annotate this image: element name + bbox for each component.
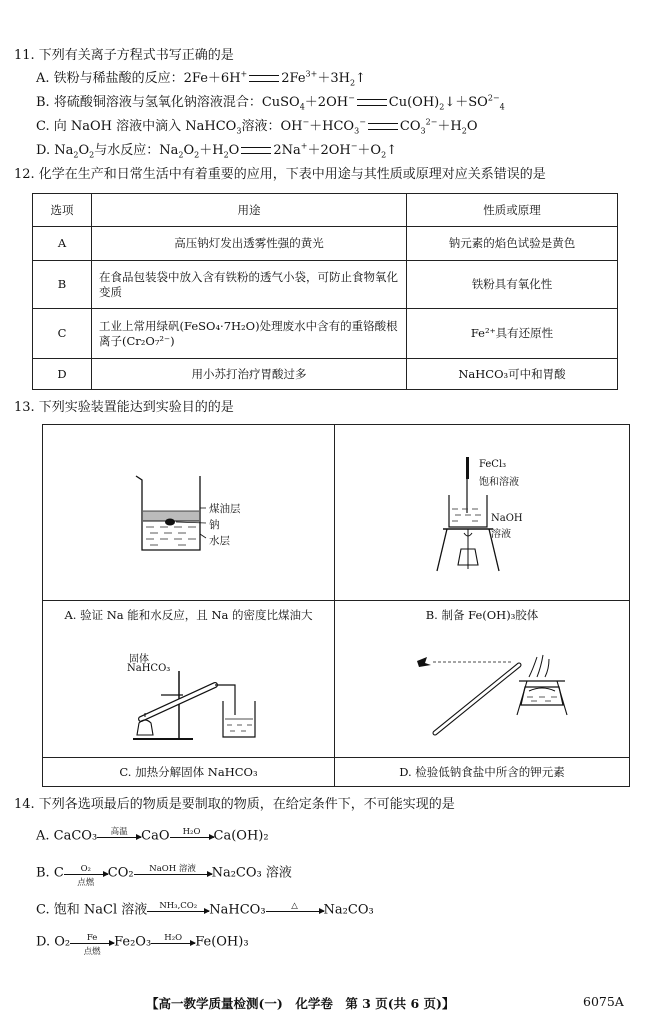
footer-code: 6075A xyxy=(583,994,624,1009)
table-header: 选项 xyxy=(33,194,92,227)
q14-option-d: D. O₂ Fe 点燃 Fe₂O₃ H₂O Fe(OH)₃ xyxy=(36,933,249,957)
table-row xyxy=(33,261,618,309)
table-cell: C xyxy=(33,309,92,359)
table-cell: 工业上常用绿矾(FeSO₄·7H₂O)处理废水中含有的重铬酸根离子(Cr₂O₇²⁻) xyxy=(92,309,407,359)
label-solid: 固体 xyxy=(129,654,149,665)
table-cell: 用小苏打治疗胃酸过多 xyxy=(92,359,407,390)
q11-option-b: B. 将硫酸铜溶液与氢氧化钠溶液混合：CuSO$_4$＋2OH− $Cu(OH)_2↓+SO^{2-}_4$ xyxy=(36,93,505,112)
q13-caption-c: C. 加热分解固体 NaHCO₃ xyxy=(43,757,334,786)
label-kerosene: 煤油层 xyxy=(209,503,241,515)
q13-grid xyxy=(42,424,630,787)
table-cell: 在食品包装袋中放入含有铁粉的透气小袋，可防止食物氧化变质 xyxy=(92,261,407,309)
q13-cell-b xyxy=(335,425,629,622)
q13-stem: 13. 下列实验装置能达到实验目的的是 xyxy=(14,400,234,415)
q14-option-c: C. 饱和 NaCl 溶液 NH₃,CO₂ NaHCO₃ △ Na₂CO₃ xyxy=(36,901,374,918)
q11-option-d: D. $Na_2O_2$与水反应：$Na_2O_2+H_2O$ $2Na^++2OH^-+O_2↑$ xyxy=(36,141,398,160)
q14-option-a: A. CaCO₃ 高温 CaO H₂O Ca(OH)₂ xyxy=(36,827,269,844)
q11-option-a: A. 铁粉与稀盐酸的反应：2Fe＋6H+ $2Fe^{3+}+3H_2↑$ xyxy=(36,69,366,88)
table-cell: 钠元素的焰色试验是黄色 xyxy=(407,227,618,261)
footer-text: 【高一教学质量检测(一) 化学卷 第 3 页(共 6 页)】 xyxy=(146,996,455,1011)
q12-table xyxy=(32,193,618,390)
label-fecl3: FeCl₃ xyxy=(479,459,507,470)
label-sodium: 钠 xyxy=(209,519,220,531)
table-cell: 铁粉具有氧化性 xyxy=(407,261,618,309)
table-header: 性质或原理 xyxy=(407,194,618,227)
label-solution: 溶液 xyxy=(491,529,511,540)
table-row xyxy=(33,309,618,359)
q12-stem: 12. 化学在生产和日常生活中有着重要的应用，下表中用途与其性质或原理对应关系错误的是 xyxy=(14,167,546,182)
q13-cell-d xyxy=(335,629,629,787)
q13-cell-a xyxy=(43,425,334,622)
table-cell: A xyxy=(33,227,92,261)
table-cell: Fe²⁺具有还原性 xyxy=(407,309,618,359)
q11-option-c: C. 向 NaOH 溶液中滴入 NaHCO$_3$溶液：$OH^-+HCO_3^-$ $CO_3^{2-}+H_2O$ xyxy=(36,117,478,136)
label-nahco3: NaHCO₃ xyxy=(127,663,171,674)
q11-stem: 11. 下列有关离子方程式书写正确的是 xyxy=(14,48,234,63)
table-row xyxy=(33,359,618,390)
flame-test-diagram xyxy=(415,651,575,751)
q13-caption-a: A. 验证 Na 能和水反应，且 Na 的密度比煤油大 xyxy=(43,600,334,629)
table-cell: 高压钠灯发出透雾性强的黄光 xyxy=(92,227,407,261)
label-naoh: NaOH xyxy=(491,513,523,524)
q13-cell-c xyxy=(43,629,334,787)
q14-option-b: B. C O₂ 点燃 CO₂ NaOH 溶液 Na₂CO₃ 溶液 xyxy=(36,864,292,888)
table-header: 用途 xyxy=(92,194,407,227)
table-row xyxy=(33,227,618,261)
label-water: 水层 xyxy=(209,535,230,547)
q13-caption-d: D. 检验低钠食盐中所含的钾元素 xyxy=(335,757,629,786)
label-saturated: 饱和溶液 xyxy=(479,477,519,488)
table-cell: NaHCO₃可中和胃酸 xyxy=(407,359,618,390)
table-cell: B xyxy=(33,261,92,309)
table-cell: D xyxy=(33,359,92,390)
q14-stem: 14. 下列各选项最后的物质是要制取的物质，在给定条件下，不可能实现的是 xyxy=(14,797,455,812)
q13-caption-b: B. 制备 Fe(OH)₃胶体 xyxy=(335,600,629,629)
